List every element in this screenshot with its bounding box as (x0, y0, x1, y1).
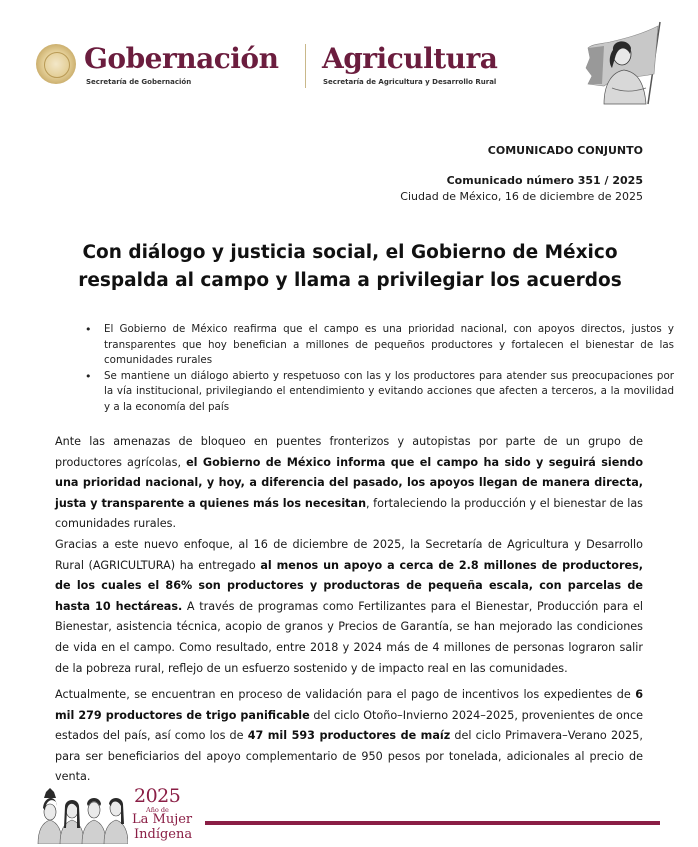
agricultura-logo-title: Agricultura (322, 42, 498, 75)
headline: Con diálogo y justicia social, el Gobierno de México respalda al campo y llama a privilegiar los acuerdos (78, 242, 622, 291)
letterhead (0, 0, 698, 120)
gobernacion-logo-title: Gobernación (84, 42, 279, 75)
bold-text-span: 6 mil 279 productores de trigo panificable (55, 688, 643, 722)
body-paragraph (55, 685, 643, 788)
year-label: 2025 (134, 785, 181, 807)
year-theme-line1: La Mujer (132, 812, 193, 827)
woman-with-flag-illustration-icon (582, 18, 672, 106)
year-sublabel: Año de (146, 806, 169, 814)
text-span: A través de programas como Fertilizantes para el Bienestar, Producción para el Bienestar, asistencia técnica, acopio de granos y Precios de Garantía, se han mejorado las condiciones de vida en el campo. Como resultado, entre 2018 y 2024 más de 4 millones de personas lograron salir de la pobreza rural, reflejo de un esfuerzo sostenido y de impacto real en las comunidades. (55, 599, 643, 675)
text-span: del ciclo Otoño–Invierno 2024–2025, provenientes de once estados del país, así como los de (55, 708, 643, 743)
text-span: Ante las amenazas de bloqueo en puentes fronterizos y autopistas por parte de un grupo de productores agrícolas, (55, 435, 643, 469)
logo-divider (305, 44, 306, 88)
mexico-coat-of-arms-icon (36, 44, 76, 84)
communique-number: Comunicado número 351 / 2025 (446, 174, 643, 187)
body-paragraph (55, 535, 643, 679)
bold-text-span: el Gobierno de México informa que el campo ha sido y seguirá siendo una prioridad nacional, y hoy, a diferencia del pasado, los apoyos llegan de manera directa, justa y transparente a quienes más los necesitan (55, 455, 644, 510)
indigenous-women-illustration-icon (36, 788, 128, 844)
text-span: , fortaleciendo la producción y el bienestar de las comunidades rurales. (55, 496, 643, 531)
text-span: Gracias a este nuevo enfoque, al 16 de diciembre de 2025, la Secretaría de Agricultura y Desarrollo Rural (AGRICULTURA) ha entregado (55, 538, 643, 572)
bullet-item: • Se mantiene un diálogo abierto y respetuoso con las y los productores para atender sus preocupaciones por la vía institucional, privilegiando el entendimiento y evitando acciones que afecten a terceros, a la movilidad y a la economía del país (86, 369, 674, 416)
body-paragraph (55, 432, 643, 535)
agricultura-logo-subtitle: Secretaría de Agricultura y Desarrollo Rural (323, 78, 497, 86)
bullet-item: • El Gobierno de México reafirma que el campo es una prioridad nacional, con apoyos directos, justos y transparentes que hoy benefician a millones de pequeños productores y fortalecen el bienestar de las comunidades rurales (86, 322, 674, 369)
place-date: Ciudad de México, 16 de diciembre de 2025 (400, 190, 643, 203)
footer-divider (205, 821, 660, 825)
bold-text-span: 47 mil 593 productores de maíz (247, 729, 451, 743)
text-span: del ciclo Primavera–Verano 2025, para ser beneficiarios del apoyo complementario de 950 pesos por tonelada, adicionales al precio de venta. (55, 729, 643, 784)
summary-bullets (86, 322, 674, 415)
year-theme-line2: Indígena (134, 827, 193, 842)
text-span: Actualmente, se encuentran en proceso de validación para el pago de incentivos los expedientes de (55, 688, 636, 701)
gobernacion-logo-subtitle: Secretaría de Gobernación (86, 78, 192, 86)
bold-text-span: al menos un apoyo a cerca de 2.8 millones de productores, de los cuales el 86% son productores y productoras de pequeña escala, con parcelas de hasta 10 hectáreas. (55, 558, 643, 613)
communique-type: COMUNICADO CONJUNTO (487, 144, 643, 157)
